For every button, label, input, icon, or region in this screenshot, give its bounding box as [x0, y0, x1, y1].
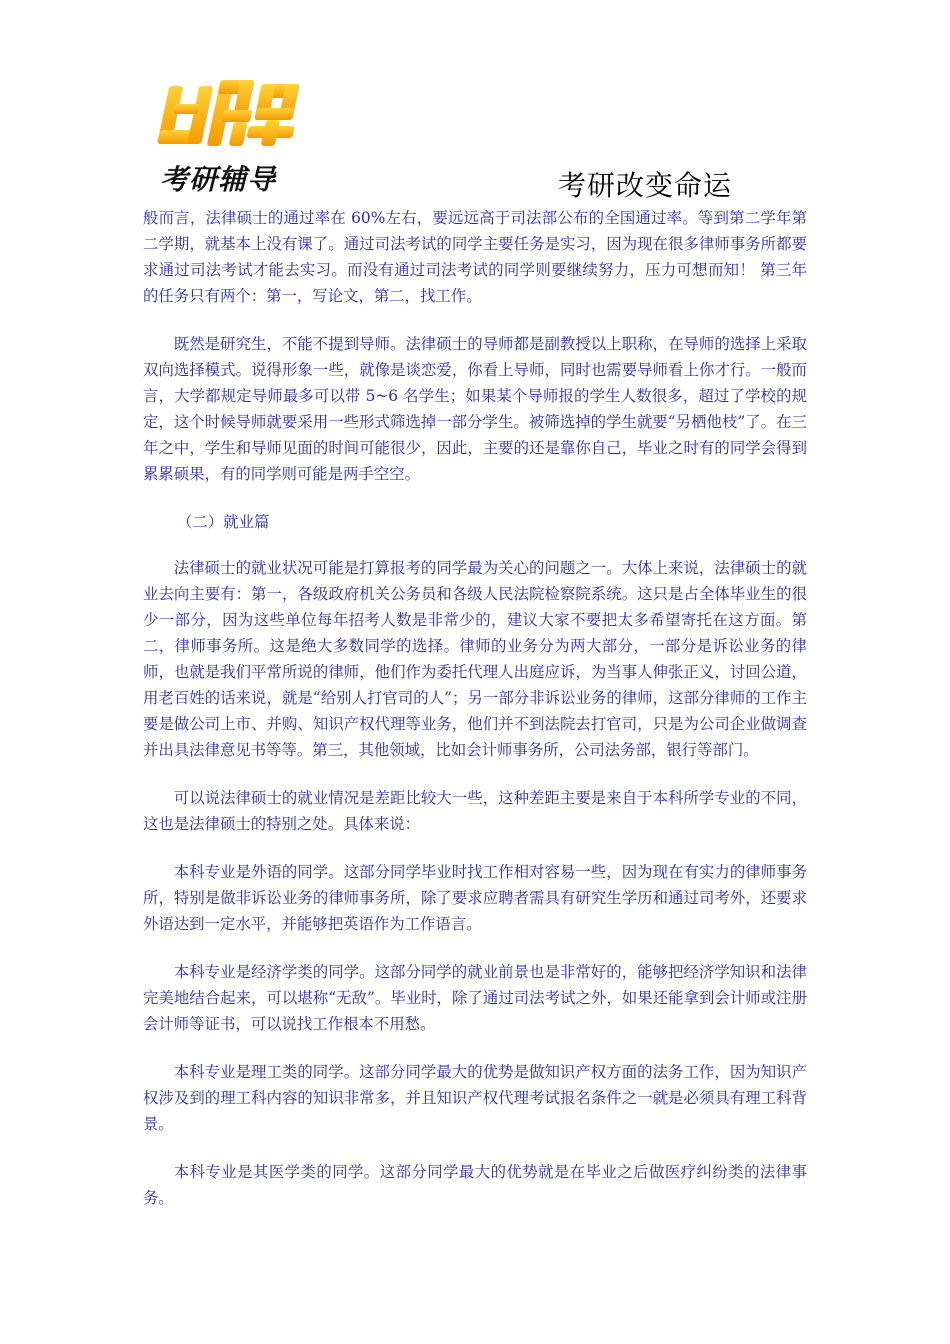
paragraph-5: 本科专业是外语的同学。这部分同学毕业时找工作相对容易一些，因为现在有实力的律师事务所，特别是做非诉讼业务的律师事务所，除了要求应聘者需具有研究生学历和通过司考外，还要求外语达到一定水平，并能够把英语作为工作语言。	[143, 863, 807, 933]
paragraph-6: 本科专业是经济学类的同学。这部分同学的就业前景也是非常好的，能够把经济学知识和法律完美地结合起来，可以堪称“无敌”。毕业时，除了通过司法考试之外，如果还能拿到会计师或注册会计师等证书，可以说找工作根本不用愁。	[143, 963, 807, 1033]
paragraph-8: 本科专业是其医学类的同学。这部分同学最大的优势就是在毕业之后做医疗纠纷类的法律事务。	[143, 1163, 807, 1207]
brand-logo	[150, 70, 310, 200]
section-heading-employment: （二）就业篇	[177, 513, 270, 531]
kaicheng-logo-icon	[156, 74, 302, 158]
header-slogan: 考研改变命运	[558, 169, 733, 202]
logo-subtitle: 考研辅导	[160, 163, 277, 196]
paragraph-4: 可以说法律硕士的就业情况是差距比较大一些，这种差距主要是来自于本科所学专业的不同，这也是法律硕士的特别之处。具体来说：	[143, 789, 807, 833]
paragraph-2: 既然是研究生，不能不提到导师。法律硕士的导师都是副教授以上职称，在导师的选择上采取双向选择模式。说得形象一些，就像是谈恋爱，你看上导师，同时也需要导师看上你才行。一般而言，大学都规定导师最多可以带 5~6 名学生；如果某个导师报的学生人数很多，超过了学校的规定，这个时候导师就要采用一些形式筛选掉一部分学生。被筛选掉的学生就要“另栖他枝”了。在三年之中，学生和导师见面的时间可能很少，因此，主要的还是靠你自己，毕业之时有的同学会得到累累硕果，有的同学则可能是两手空空。	[143, 335, 807, 483]
paragraph-3: 法律硕士的就业状况可能是打算报考的同学最为关心的问题之一。大体上来说，法律硕士的就业去向主要有：第一，各级政府机关公务员和各级人民法院检察院系统。这只是占全体毕业生的很少一部分，因为这些单位每年招考人数是非常少的，建议大家不要把太多希望寄托在这方面。第二，律师事务所。这是绝大多数同学的选择。律师的业务分为两大部分，一部分是诉讼业务的律师，也就是我们平常所说的律师，他们作为委托代理人出庭应诉，为当事人伸张正义，讨回公道，用老百姓的话来说，就是“给别人打官司的人”；另一部分非诉讼业务的律师，这部分律师的工作主要是做公司上市、并购、知识产权代理等业务，他们并不到法院去打官司，只是为公司企业做调查并出具法律意见书等等。第三，其他领域，比如会计师事务所，公司法务部，银行等部门。	[143, 559, 807, 759]
document-body	[143, 205, 807, 1233]
paragraph-7: 本科专业是理工类的同学。这部分同学最大的优势是做知识产权方面的法务工作，因为知识产权涉及到的理工科内容的知识非常多，并且知识产权代理考试报名条件之一就是必须具有理工科背景。	[143, 1063, 807, 1133]
paragraph-1: 般而言，法律硕士的通过率在 60%左右，要远远高于司法部公布的全国通过率。等到第二学年第二学期，就基本上没有课了。通过司法考试的同学主要任务是实习，因为现在很多律师事务所都要求通过司法考试才能去实习。而没有通过司法考试的同学则要继续努力，压力可想而知！ 第三年的任务只有两个：第一，写论文，第二，找工作。	[143, 209, 807, 305]
